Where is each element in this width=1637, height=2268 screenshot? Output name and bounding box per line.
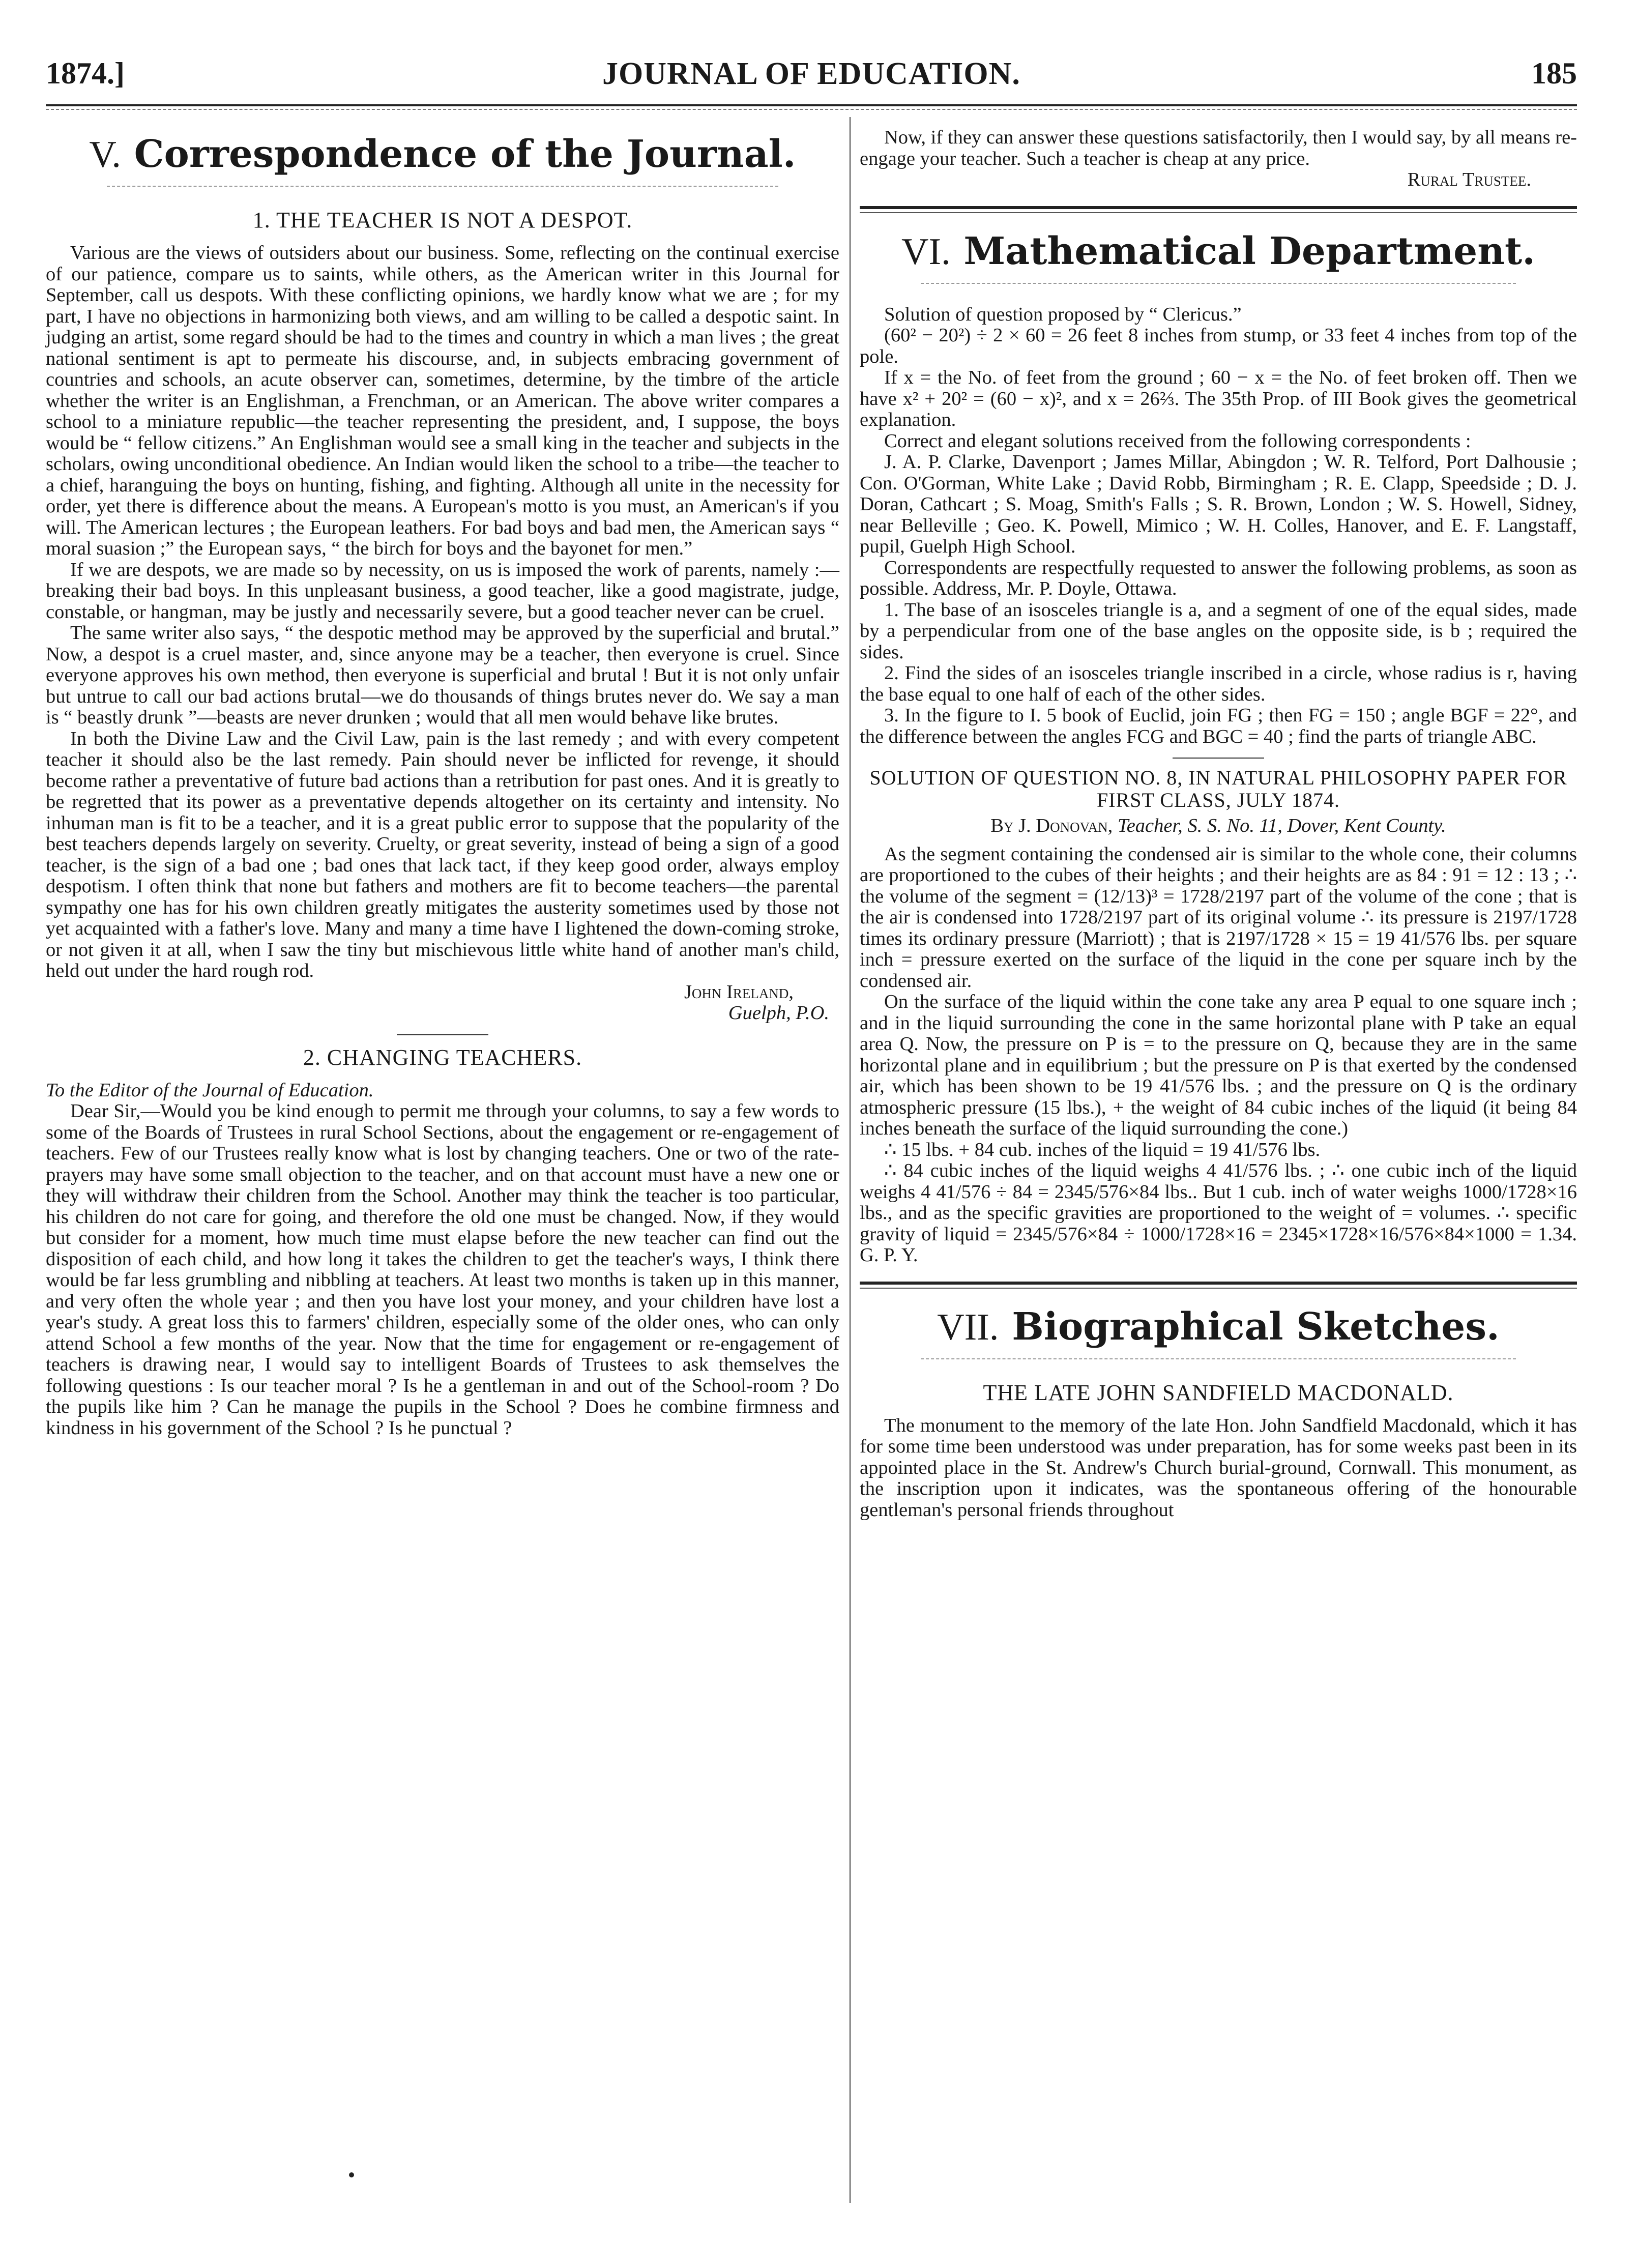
signature-name: Rural Trustee.: [1407, 169, 1531, 190]
section-rule-thin: [860, 212, 1577, 213]
header-year: 1874.]: [46, 56, 125, 90]
byline-author: J. Donovan,: [1018, 815, 1113, 836]
math-paragraph: 1. The base of an isosceles triangle is a, and a segment of one of the equal sides, made by a perpendicular from one of the base angles on the opposite side, is b ; required the sides.: [860, 599, 1577, 663]
section-rule-thin: [860, 1288, 1577, 1289]
article-paragraph: In both the Divine Law and the Civil Law, pain is the last remedy ; and with every competent teacher it should also be the last remedy. Pain should never be inflicted for revenge, it should become rather a preventative of future bad actions than a retribution for past ones. And it is greatly to be regretted that its power as a preventative depends altogether on its certainty and intensity. No inhuman man is fit to be a teacher, and it is a great public error to suppose that the popularity of the best teachers depends largely on severity. Cruelty, or great severity, instead of being a sign of a good teacher, is the sign of a bad one ; bad ones that lack tact, if they keep good order, always employ despotism. I often think that none but fathers and mothers are fit to become teachers—the parental sympathy one has for his own children greatly mitigates the austerity sometimes used by those not yet acquainted with a father's love. Many and many a time have I lightened the down-coming stroke, or not given it at all, when I saw the tiny but mischievous little white hand of another man's child, held out under the hard rough rod.: [46, 728, 839, 981]
solution-paragraph: ∴ 15 lbs. + 84 cub. inches of the liquid = 19 41/576 lbs.: [884, 1139, 1321, 1160]
math-paragraph: Solution of question proposed by “ Clericus.”: [884, 303, 1242, 325]
print-speck: [349, 2172, 354, 2177]
signature-name: John Ireland,: [684, 981, 794, 1003]
section-rule: [860, 1282, 1577, 1285]
column-divider: [850, 117, 851, 2203]
section-number: VII.: [937, 1306, 999, 1348]
section-heading: Mathematical Department.: [963, 229, 1535, 273]
article-paragraph: The monument to the memory of the late Hon. John Sandfield Macdonald, which it has for some time been understood was under preparation, has for some weeks past been in its appointed place in the St. Andrew's Church burial-ground, Cornwall. This monument, as the inscription upon it indicates, was the spontaneous offering of the honourable gentleman's personal friends throughout: [860, 1414, 1577, 1521]
section-dashes: [921, 283, 1516, 284]
section-number: V.: [89, 134, 121, 176]
section-title-correspondence: [46, 131, 839, 178]
article-paragraph: The same writer also says, “ the despotic method may be approved by the superficial and brutal.” Now, a despot is a cruel master, and, since anyone may be a teacher, then everyone is cruel. Since everyone approves his own method, then everyone is superficial and brutal ! But it is not only unfair but untrue to call our bad actions brutal—we do thousands of things brutes never do. We say a man is “ beastly drunk ”—beasts are never drunken ; would that all men would behave like brutes.: [46, 622, 839, 728]
section-rule: [860, 206, 1577, 209]
section-heading: Biographical Sketches.: [1012, 1304, 1500, 1349]
section-dashes: [107, 186, 778, 187]
article-separator: [1173, 758, 1264, 759]
article-paragraph: Now, if they can answer these questions satisfactorily, then I would say, by all means re-engage your teacher. Such a teacher is cheap at any price.: [860, 127, 1577, 169]
page-header: [46, 56, 1577, 102]
salutation: To the Editor of the Journal of Education.: [46, 1079, 374, 1101]
byline-by: By: [990, 815, 1014, 836]
section-number: VI.: [901, 230, 951, 273]
byline-detail: Teacher, S. S. No. 11, Dover, Kent County.: [1117, 815, 1446, 836]
solution-paragraph: As the segment containing the condensed air is similar to the whole cone, their columns are proportioned to the cubes of their heights ; and their heights are as 84 : 91 = 12 : 13 ; ∴ the volume of the segment = (12/13)³ = 1728/2197 part of the volume of the cone ; that is the air is condensed into 1728/2197 part of its original volume ∴ its pressure is 2197/1728 times its ordinary pressure (Marriott) ; that is 2197/1728 × 15 = 19 41/576 lbs. per square inch = pressure exerted on the surface of the liquid in the cone per square inch by the condensed air.: [860, 843, 1577, 992]
solution-heading: SOLUTION OF QUESTION NO. 8, IN NATURAL PHILOSOPHY PAPER FOR FIRST CLASS, JULY 1874.: [869, 766, 1567, 811]
header-rule: [46, 104, 1577, 106]
math-paragraph: (60² − 20²) ÷ 2 × 60 = 26 feet 8 inches from stump, or 33 feet 4 inches from top of the pole.: [860, 325, 1577, 367]
section-dashes: [921, 1358, 1516, 1359]
solution-byline: [860, 816, 1577, 837]
math-paragraph: Correspondents are respectfully requested to answer the following problems, as soon as possible. Address, Mr. P. Doyle, Ottawa.: [860, 557, 1577, 599]
article-heading: 2. CHANGING TEACHERS.: [303, 1044, 582, 1070]
article-paragraph: Various are the views of outsiders about our business. Some, reflecting on the continual exercise of our patience, compare us to saints, while others, as the American writer in this Journal for September, call us despots. With these conflicting opinions, we hardly know what we are ; for my part, I have no objections in harmonizing both views, and am willing to be called a despotic saint. In judging an artist, some regard should be had to the times and country in which a man lives ; the great national sentiment is apt to permeate his discourse, and, in subjects embracing government of countries and schools, an acute observer can, sometimes, determine, by the timbre of the article whether the writer is an Englishman, a Frenchman, or an American. The above writer compares a school to a miniature republic—the teacher representing the president, and, I suppose, the boys would be “ fellow citizens.” An Englishman would see a small king in the teacher and subjects in the scholars, owing unconditional obedience. An Indian would liken the school to a tribe—the teacher to a chief, haranguing the boys on hunting, fishing, and fighting. Although all unite in the necessity for order, yet there is difference about the means. A European's motto is you must, an American's if you will. The American lectures ; the European leathers. For bad boys and bad men, the American says “ moral suasion ;” the European says, “ the birch for boys and the bayonet for men.”: [46, 242, 839, 559]
math-paragraph: 3. In the figure to I. 5 book of Euclid, join FG ; then FG = 150 ; angle BGF = 22°, and the difference between the angles FCG and BGC = 40 ; find the parts of triangle ABC.: [860, 705, 1577, 747]
math-paragraph: J. A. P. Clarke, Davenport ; James Millar, Abingdon ; W. R. Telford, Port Dalhousie ; Con. O'Gorman, White Lake ; David Robb, Birmingham ; R. E. Clapp, Speedside ; D. J. Doran, Cathcart ; S. Moag, Smith's Falls ; S. R. Brown, London ; W. S. Howell, Sidney, near Belleville ; Geo. K. Powell, Mimico ; W. H. Colles, Hanover, and E. F. Langstaff, pupil, Guelph High School.: [860, 451, 1577, 557]
solution-paragraph: ∴ 84 cubic inches of the liquid weighs 4 41/576 lbs. ; ∴ one cubic inch of the liquid weighs 4 41/576 ÷ 84 = 2345/576×84 lbs.. But 1 cub. inch of water weighs 1000/1728×16 lbs., and as the specific gravities are proportioned to the weight of = volumes. ∴ specific gravity of liquid = 2345/576×84 ÷ 1000/1728×16 = 2345×1728×16/576×84×1000 = 1.34. G. P. Y.: [860, 1160, 1577, 1266]
section-title-biographical: [860, 1304, 1577, 1350]
section-heading: Correspondence of the Journal.: [134, 132, 796, 176]
right-column: [860, 127, 1577, 1521]
article-heading: THE LATE JOHN SANDFIELD MACDONALD.: [983, 1380, 1454, 1405]
section-title-mathematical: [860, 228, 1577, 275]
left-column: [46, 127, 839, 1439]
solution-paragraph: On the surface of the liquid within the cone take any area P equal to one square inch ; and in the liquid surrounding the cone in the same horizontal plane with P take an equal area Q. Now, the pressure on P is = to the pressure on Q, because they are in the same horizontal plane and in equilibrium ; but the pressure on P is that exerted by the condensed air, which has been shown to be 19 41/576 lbs. ; and the pressure on Q is the ordinary atmospheric pressure (15 lbs.), + the weight of 84 cubic inches of the liquid (it being 84 inches beneath the surface of the liquid surrounding the cone.): [860, 991, 1577, 1139]
journal-title: JOURNAL OF EDUCATION.: [602, 56, 1020, 91]
article-heading: 1. THE TEACHER IS NOT A DESPOT.: [252, 208, 633, 232]
header-dashed-rule: [46, 109, 1577, 110]
article-separator: [397, 1034, 488, 1035]
article-paragraph: Dear Sir,—Would you be kind enough to permit me through your columns, to say a few words to some of the Boards of Trustees in rural School Sections, about the engagement or re-engagement of teachers. Few of our Trustees really know what is lost by changing teachers. One or two of the rate-prayers may have some small objection to the teacher, and on that account must have a new one or they will withdraw their children from the School. Another may think the teacher is too particular, his children do not care for going, and therefore the old one must be changed. Now, if they would but consider for a moment, how much time must elapse before the new teacher can find out the disposition of each child, and how long it takes the children to get the teacher's ways, I think there would be far less grumbling and nibbling at teachers. At least two months is taken up in this manner, and very often the whole year ; and then you have lost your money, and your children have lost a year's study. A great loss this to farmers' children, especially some of the older ones, who can only attend School a few months of the year. Now that the time for engagement or re-engagement of teachers is drawing near, I would say to intelligent Boards of Trustees to ask themselves the following questions : Is our teacher moral ? Is he a gentleman in and out of the School-room ? Do the pupils like him ? Can he manage the pupils in the School ? Does he combine firmness and kindness in his government of the School ? Is he punctual ?: [46, 1100, 839, 1439]
math-paragraph: If x = the No. of feet from the ground ; 60 − x = the No. of feet broken off. Then we have x² + 20² = (60 − x)², and x = 26⅔. The 35th Prop. of III Book gives the geometrical explanation.: [860, 367, 1577, 430]
math-paragraph: Correct and elegant solutions received from the following correspondents :: [884, 430, 1471, 452]
signature-place: Guelph, P.O.: [728, 1002, 829, 1024]
math-paragraph: 2. Find the sides of an isosceles triangle inscribed in a circle, whose radius is r, having the base equal to one half of each of the other sides.: [860, 662, 1577, 705]
page-number: 185: [1531, 56, 1577, 90]
article-paragraph: If we are despots, we are made so by necessity, on us is imposed the work of parents, namely :—breaking their bad boys. In this unpleasant business, a good teacher, like a good magistrate, judge, constable, or hangman, may be justly and necessarily severe, but a good teacher never can be cruel.: [46, 559, 839, 623]
